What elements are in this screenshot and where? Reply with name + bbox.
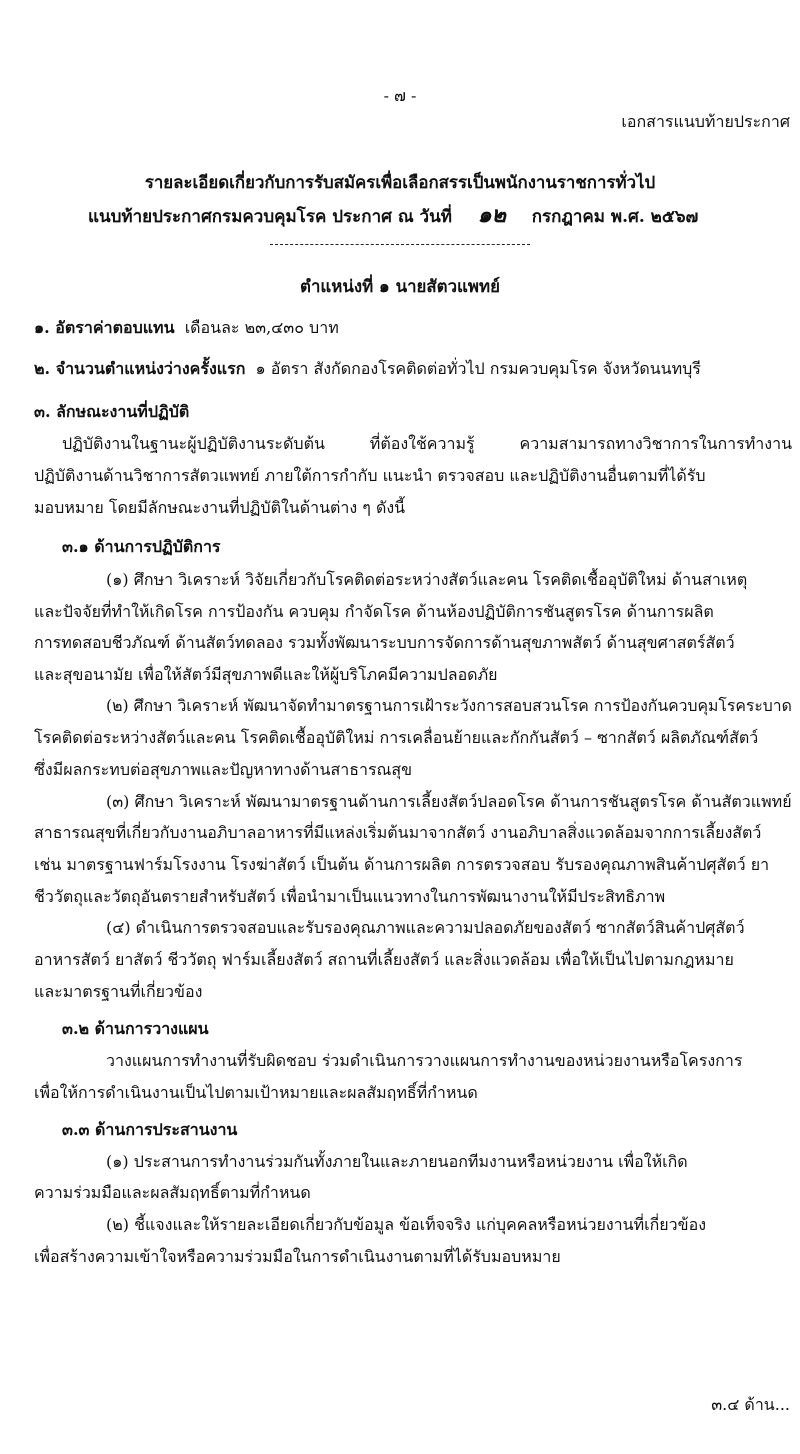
item-3-1-4-line: และมาตรฐานที่เกี่ยวข้อง — [34, 982, 203, 1001]
subtitle-prefix: แนบท้ายประกาศกรมควบคุมโรค ประกาศ ณ วันที่ — [88, 207, 452, 227]
item-3-1-2-line: (๒) ศึกษา วิเคราะห์ พัฒนาจัดทำมาตรฐานการเฝ้าระวังการสอบสวนโรค การป้องกันควบคุมโรคระบาด — [106, 696, 792, 715]
item-3-1-3-line: สาธารณสุขที่เกี่ยวกับงานอภิบาลอาหารที่มีแหล่งเริ่มต้นมาจากสัตว์ งานอภิบาลสิ่งแวดล้อมจากการเลี้ยงสัตว์ — [34, 823, 762, 842]
page-number: - ๗ - — [383, 86, 417, 105]
section-3-intro-line: ปฏิบัติงานในฐานะผู้ปฏิบัติงานระดับต้น ที่ต้องใช้ความรู้ ความสามารถทางวิชาการในการทำงาน — [62, 434, 792, 453]
item-3-3-1-line: ความร่วมมือและผลสัมฤทธิ์ตามที่กำหนด — [34, 1183, 311, 1202]
section-1 — [34, 318, 339, 337]
position-heading: ตำแหน่งที่ ๑ นายสัตวแพทย์ — [300, 276, 500, 296]
item-3-1-1-line: (๑) ศึกษา วิเคราะห์ วิจัยเกี่ยวกับโรคติดต่อระหว่างสัตว์และคน โรคติดเชื้ออุบัติใหม่ ด้านสาเหตุ — [106, 570, 748, 589]
section-1-value: เดือนละ ๒๓,๔๓๐ บาท — [184, 318, 339, 337]
item-3-3-2-line: เพื่อสร้างความเข้าใจหรือความร่วมมือในการดำเนินงานตามที่ได้รับมอบหมาย — [34, 1247, 561, 1266]
item-3-1-1-line: การทดสอบชีวภัณฑ์ ด้านสัตว์ทดลอง รวมทั้งพัฒนาระบบการจัดการด้านสุขภาพสัตว์ ด้านสุขศาสตร์สัตว์ — [34, 633, 735, 652]
subsection-3-2-line: วางแผนการทำงานที่รับผิดชอบ ร่วมดำเนินการวางแผนการทำงานของหน่วยงานหรือโครงการ — [106, 1051, 743, 1070]
item-3-1-3-line: เช่น มาตรฐานฟาร์มโรงงาน โรงฆ่าสัตว์ เป็นต้น ด้านการผลิต การตรวจสอบ รับรองคุณภาพสินค้าปศุสัตว์ ยา — [34, 855, 770, 874]
item-3-1-1-line: และสุขอนามัย เพื่อให้สัตว์มีสุขภาพดีและให้ผู้บริโภคมีความปลอดภัย — [34, 665, 498, 684]
continuation-marker: ๓.๔ ด้าน... — [711, 1395, 790, 1414]
section-3-heading: ๓. ลักษณะงานที่ปฏิบัติ — [34, 402, 190, 421]
item-3-1-3-line: ชีววัตถุและวัตถุอันตรายสำหรับสัตว์ เพื่อนำมาเป็นแนวทางในการพัฒนางานให้มีประสิทธิภาพ — [34, 887, 666, 906]
section-2 — [34, 359, 701, 378]
subsection-3-3-heading: ๓.๓ ด้านการประสานงาน — [62, 1120, 238, 1139]
section-3-intro-line: ปฏิบัติงานด้านวิชาการสัตวแพทย์ ภายใต้การกำกับ แนะนำ ตรวจสอบ และปฏิบัติงานอื่นตามที่ได้รับ — [34, 466, 706, 485]
subtitle-suffix: กรกฎาคม พ.ศ. ๒๕๖๗ — [531, 207, 699, 227]
item-3-1-4-line: อาหารสัตว์ ยาสัตว์ ชีววัตถุ ฟาร์มเลี้ยงสัตว์ สถานที่เลี้ยงสัตว์ และสิ่งแวดล้อม เพื่อให้เป็นไปตามกฎหมาย — [34, 950, 734, 969]
section-2-value: ๑ อัตรา สังกัดกองโรคติดต่อทั่วไป กรมควบคุมโรค จังหวัดนนทบุรี — [255, 359, 701, 378]
item-3-1-4-line: (๔) ดำเนินการตรวจสอบและรับรองคุณภาพและความปลอดภัยของสัตว์ ซากสัตว์สินค้าปศุสัตว์ — [106, 918, 745, 937]
section-2-label: ๒. จำนวนตำแหน่งว่างครั้งแรก — [34, 359, 246, 378]
section-3-intro-line: มอบหมาย โดยมีลักษณะงานที่ปฏิบัติในด้านต่าง ๆ ดังนี้ — [34, 498, 406, 517]
title-divider — [270, 244, 530, 245]
subsection-3-2-line: เพื่อให้การดำเนินงานเป็นไปตามเป้าหมายและผลสัมฤทธิ์ที่กำหนด — [34, 1083, 478, 1102]
item-3-1-3-line: (๓) ศึกษา วิเคราะห์ พัฒนามาตรฐานด้านการเลี้ยงสัตว์ปลอดโรค ด้านการชันสูตรโรค ด้านสัตวแพทย์ — [106, 792, 792, 811]
subsection-3-1-heading: ๓.๑ ด้านการปฏิบัติการ — [62, 537, 221, 556]
document-subtitle — [88, 203, 698, 229]
attachment-label: เอกสารแนบท้ายประกาศ — [621, 112, 790, 131]
subsection-3-2-heading: ๓.๒ ด้านการวางแผน — [62, 1019, 209, 1038]
handwritten-day: ๑๒ — [477, 203, 507, 228]
item-3-3-1-line: (๑) ประสานการทำงานร่วมกันทั้งภายในและภายนอกทีมงานหรือหน่วยงาน เพื่อให้เกิด — [106, 1152, 688, 1171]
item-3-1-2-line: โรคติดต่อระหว่างสัตว์และคน โรคติดเชื้ออุบัติใหม่ การเคลื่อนย้ายและกักกันสัตว์ – ซากสัตว์ ผลิตภัณฑ์สัตว์ — [34, 728, 759, 747]
item-3-1-2-line: ซึ่งมีผลกระทบต่อสุขภาพและปัญหาทางด้านสาธารณสุข — [34, 760, 413, 779]
document-title: รายละเอียดเกี่ยวกับการรับสมัครเพื่อเลือกสรรเป็นพนักงานราชการทั่วไป — [144, 172, 656, 192]
section-1-label: ๑. อัตราค่าตอบแทน — [34, 318, 175, 337]
item-3-3-2-line: (๒) ชี้แจงและให้รายละเอียดเกี่ยวกับข้อมูล ข้อเท็จจริง แก่บุคคลหรือหน่วยงานที่เกี่ยวข้อง — [106, 1215, 707, 1234]
item-3-1-1-line: และปัจจัยที่ทำให้เกิดโรค การป้องกัน ควบคุม กำจัดโรค ด้านห้องปฏิบัติการชันสูตรโรค ด้านการผลิต — [34, 602, 714, 621]
